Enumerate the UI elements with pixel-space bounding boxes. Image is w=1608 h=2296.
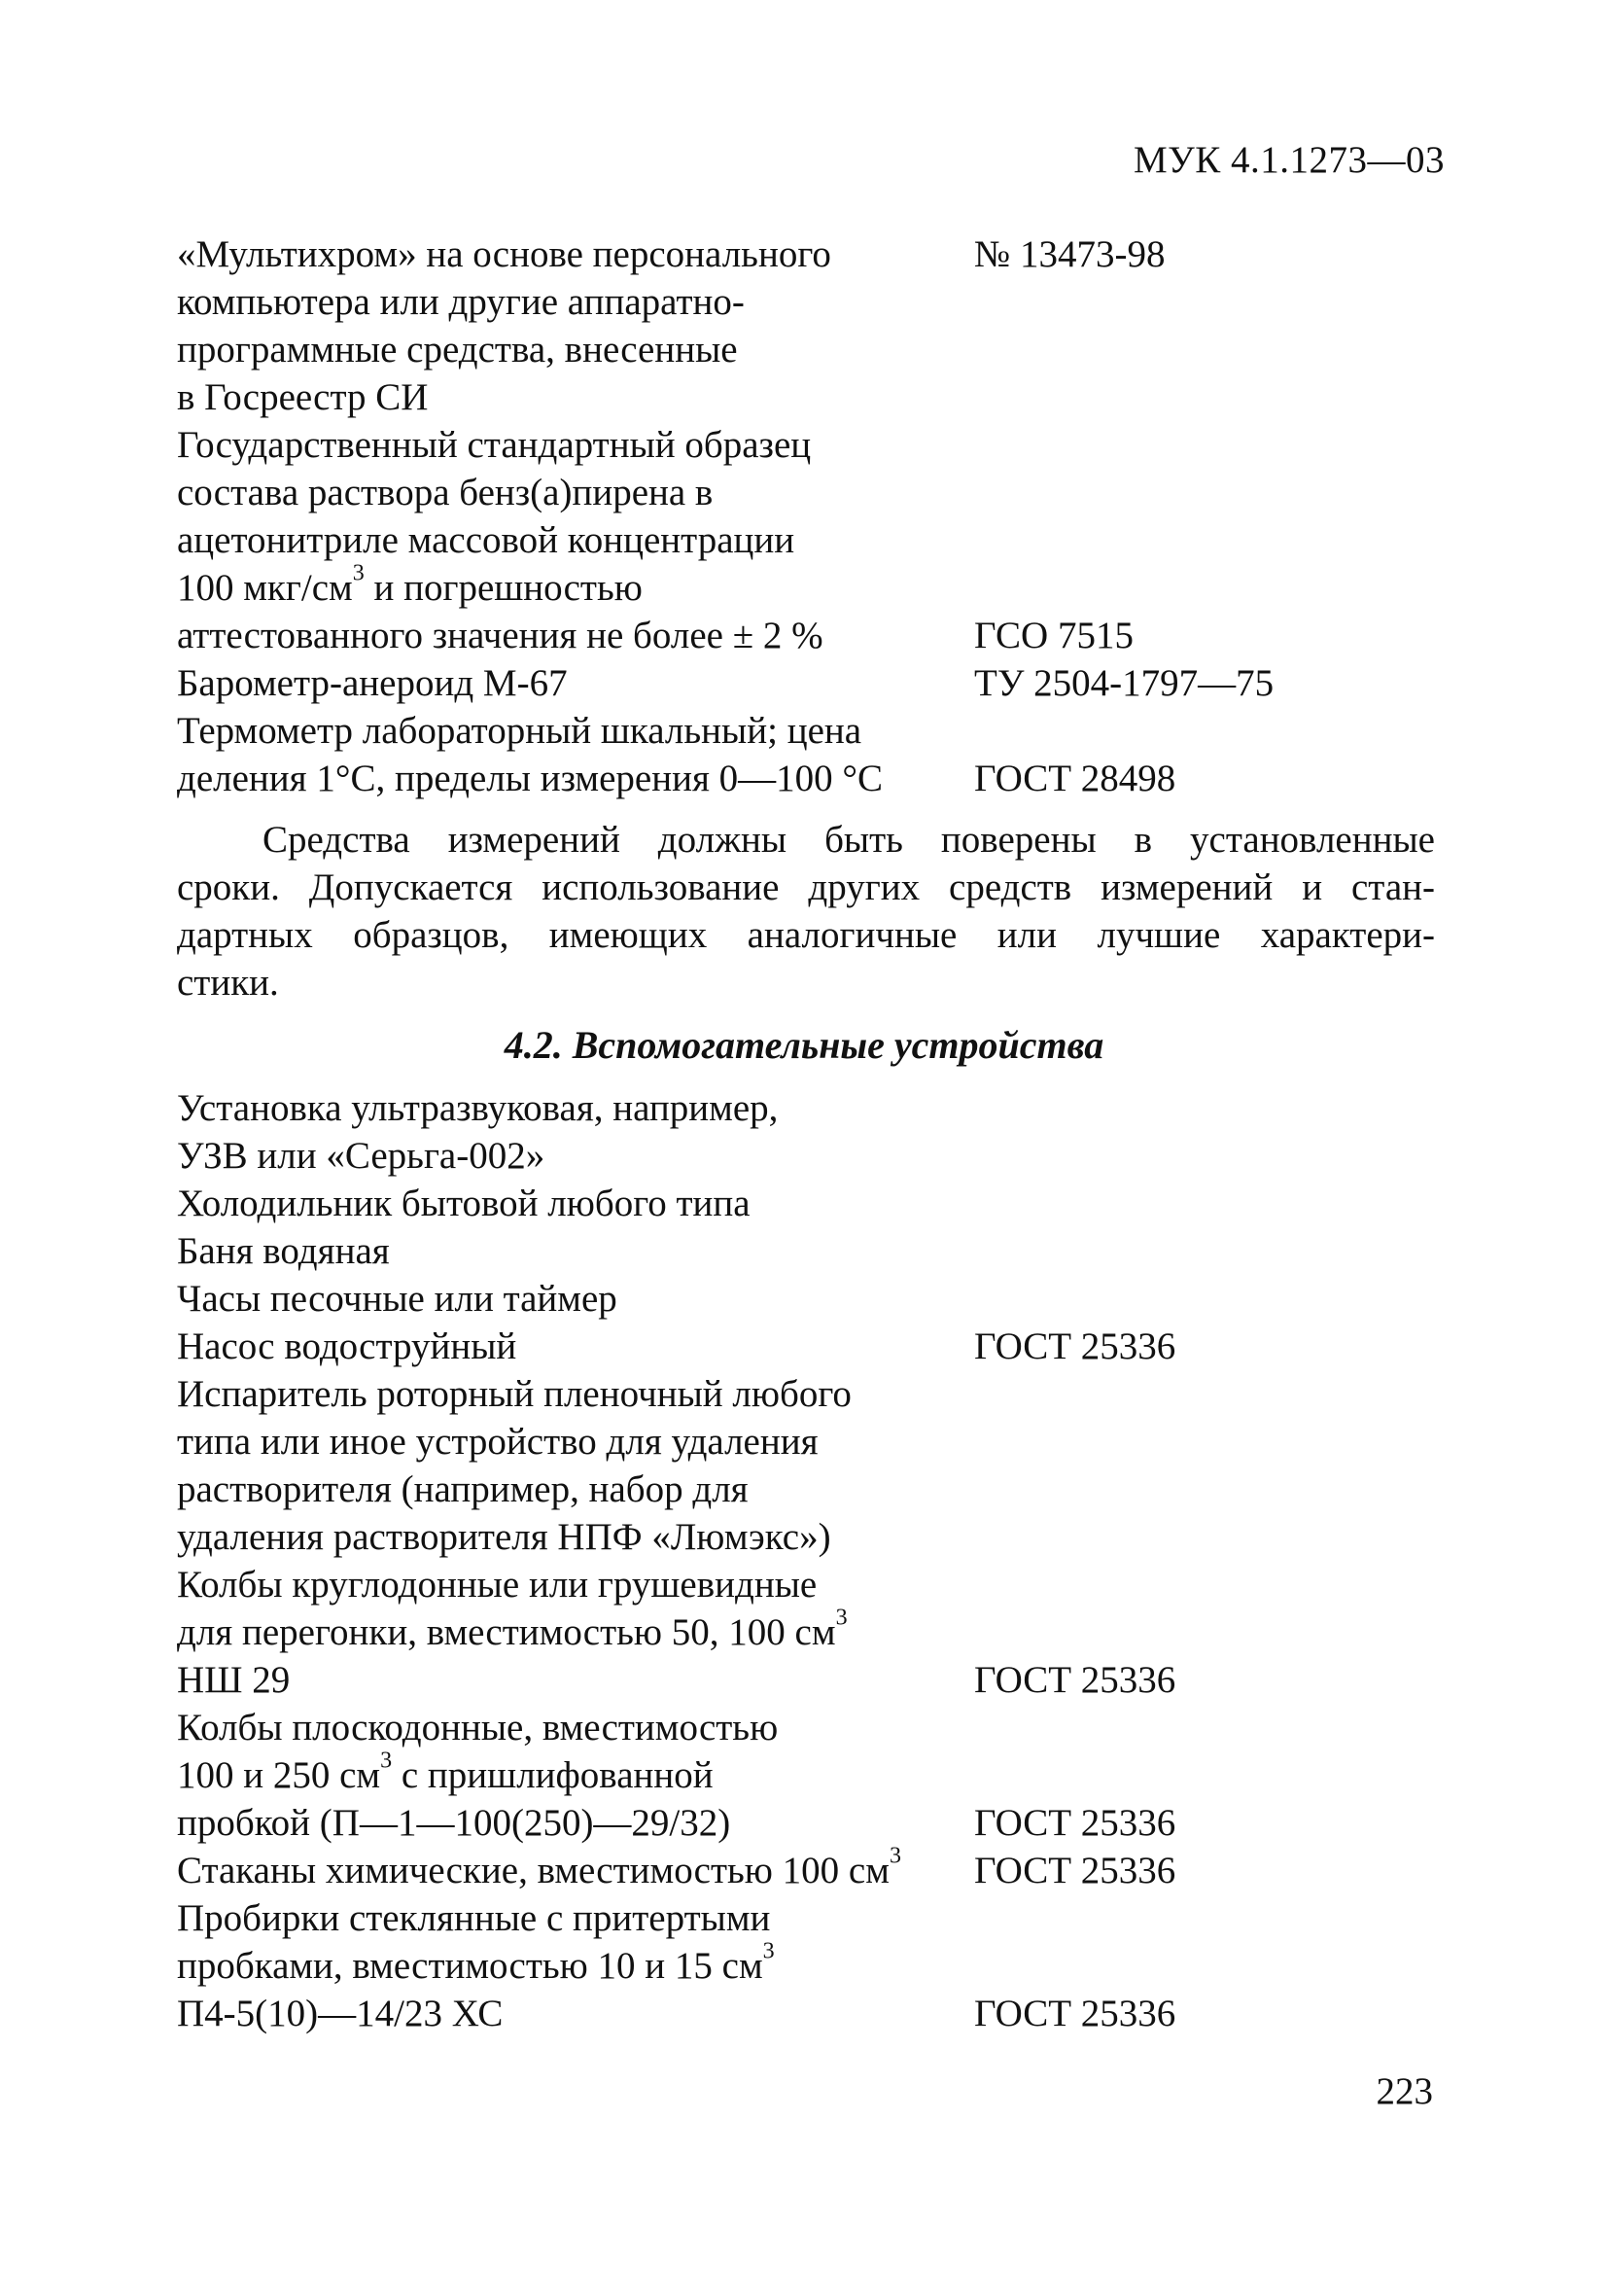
unit-superscript: 3 <box>835 1605 848 1631</box>
item-description <box>177 1843 901 1894</box>
item-description <box>177 1894 770 1942</box>
list-item <box>177 659 1441 707</box>
list-item <box>177 707 1441 755</box>
item-text: Часы песочные или таймер <box>177 1278 617 1320</box>
item-description <box>177 1799 730 1847</box>
list-item <box>177 1561 1441 1608</box>
list-item <box>177 230 1441 278</box>
item-description <box>177 707 861 755</box>
item-text: Колбы круглодонные или грушевидные <box>177 1564 818 1606</box>
item-description <box>177 1370 852 1418</box>
list-item <box>177 612 1441 659</box>
item-text: Насос водоструйный <box>177 1325 517 1367</box>
list-item <box>177 516 1441 564</box>
item-standard: ГОСТ 25336 <box>974 1850 1176 1891</box>
list-item <box>177 1513 1441 1561</box>
item-description <box>177 1938 775 1990</box>
item-description <box>177 755 883 802</box>
item-text: Установка ультразвуковая, например, <box>177 1087 779 1129</box>
list-item <box>177 1843 1441 1894</box>
item-text: компьютера или другие аппаратно- <box>177 281 745 323</box>
item-description <box>177 1323 516 1370</box>
item-standard: ГОСТ 25336 <box>974 1993 1176 2034</box>
list-item <box>177 755 1441 802</box>
item-description <box>177 659 568 707</box>
item-text: НШ 29 <box>177 1659 291 1701</box>
item-text: Государственный стандартный образец <box>177 424 812 466</box>
list-item <box>177 1132 1441 1180</box>
paragraph-line: дартных образцов, имеющих аналогичные или лучшие характери- <box>177 914 1435 956</box>
item-standard: ГОСТ 25336 <box>974 1802 1176 1844</box>
list-item <box>177 560 1441 612</box>
item-text: в Госреестр СИ <box>177 376 429 418</box>
item-standard: ГОСТ 25336 <box>974 1659 1176 1701</box>
item-description <box>177 326 738 373</box>
item-description <box>177 1084 778 1132</box>
item-description <box>177 1466 749 1513</box>
item-text: для перегонки, вместимостью 50, 100 см <box>177 1611 836 1653</box>
unit-superscript: 3 <box>762 1938 775 1964</box>
paragraph-verification <box>177 816 1435 1007</box>
item-text: ацетонитриле массовой концентрации <box>177 519 795 561</box>
item-standard: № 13473-98 <box>974 233 1166 275</box>
page-number: 223 <box>1376 2070 1433 2112</box>
item-text: типа или иное устройство для удаления <box>177 1421 819 1463</box>
list-item <box>177 1894 1441 1942</box>
equipment-list-auxiliary <box>177 1084 1441 2037</box>
item-text: Термометр лабораторный шкальный; цена <box>177 710 862 752</box>
list-item <box>177 1275 1441 1323</box>
item-text: УЗВ или «Серьга-002» <box>177 1135 545 1177</box>
list-item <box>177 421 1441 469</box>
item-description <box>177 1748 714 1799</box>
list-item <box>177 1656 1441 1704</box>
item-description <box>177 560 643 612</box>
item-text: удаления растворителя НПФ «Люмэкс») <box>177 1516 831 1558</box>
paragraph-line: Средства измерений должны быть поверены в установленные <box>262 819 1435 861</box>
list-item <box>177 1605 1441 1656</box>
item-text: 100 и 250 см <box>177 1754 381 1796</box>
list-item <box>177 278 1441 326</box>
item-description <box>177 373 428 421</box>
item-description <box>177 469 713 516</box>
list-item <box>177 1227 1441 1275</box>
item-description <box>177 1605 848 1656</box>
item-text: П4-5(10)—14/23 ХС <box>177 1993 504 2034</box>
item-text: пробками, вместимостью 10 и 15 см <box>177 1945 763 1987</box>
item-text: Стаканы химические, вместимостью 100 см <box>177 1850 890 1891</box>
item-text: Холодильник бытовой любого типа <box>177 1183 751 1224</box>
item-description <box>177 1561 817 1608</box>
list-item <box>177 1180 1441 1227</box>
list-item <box>177 1938 1441 1990</box>
item-text: Баня водяная <box>177 1230 390 1272</box>
unit-superscript: 3 <box>889 1843 901 1869</box>
list-item <box>177 326 1441 373</box>
item-description <box>177 1180 751 1227</box>
item-text: Пробирки стеклянные с притертыми <box>177 1897 771 1939</box>
item-text: 100 мкг/см <box>177 567 353 609</box>
item-description <box>177 1656 290 1704</box>
list-item <box>177 373 1441 421</box>
list-item <box>177 1799 1441 1847</box>
item-description <box>177 421 811 469</box>
list-item <box>177 1748 1441 1799</box>
item-text: пробкой (П—1—100(250)—29/32) <box>177 1802 731 1844</box>
item-description <box>177 1704 778 1751</box>
item-description <box>177 612 823 659</box>
item-description <box>177 230 831 278</box>
item-standard: ТУ 2504-1797—75 <box>974 662 1275 704</box>
item-text: деления 1°С, пределы измерения 0—100 °С <box>177 758 884 799</box>
unit-superscript: 3 <box>380 1748 393 1774</box>
list-item <box>177 1704 1441 1751</box>
item-standard: ГОСТ 25336 <box>974 1325 1176 1367</box>
page-header: МУК 4.1.1273—03 <box>1133 139 1445 181</box>
item-text: программные средства, внесенные <box>177 329 738 371</box>
item-text-continued: и погрешностью <box>364 567 643 609</box>
item-text: аттестованного значения не более ± 2 % <box>177 615 823 656</box>
item-description <box>177 1990 503 2037</box>
list-item <box>177 469 1441 516</box>
item-text: Испаритель роторный пленочный любого <box>177 1373 852 1415</box>
item-description <box>177 1227 390 1275</box>
item-standard: ГСО 7515 <box>974 615 1134 656</box>
item-description <box>177 278 745 326</box>
list-item <box>177 1323 1441 1370</box>
item-standard: ГОСТ 28498 <box>974 758 1176 799</box>
paragraph-line: сроки. Допускается использование других средств измерений и стан- <box>177 866 1435 908</box>
item-text: Барометр-анероид М-67 <box>177 662 568 704</box>
item-text: растворителя (например, набор для <box>177 1468 749 1510</box>
item-description <box>177 1513 831 1561</box>
item-description <box>177 1275 617 1323</box>
list-item <box>177 1466 1441 1513</box>
paragraph-line: стики. <box>177 962 279 1004</box>
list-item <box>177 1370 1441 1418</box>
unit-superscript: 3 <box>352 560 365 586</box>
item-text: «Мультихром» на основе персонального <box>177 233 831 275</box>
item-text: Колбы плоскодонные, вместимостью <box>177 1707 779 1748</box>
item-text-continued: с пришлифованной <box>392 1754 714 1796</box>
equipment-list-measuring <box>177 230 1441 802</box>
section-title: 4.2. Вспомогательные устройства <box>504 1023 1104 1067</box>
item-text: состава раствора бенз(а)пирена в <box>177 472 714 513</box>
list-item <box>177 1084 1441 1132</box>
item-description <box>177 516 794 564</box>
item-description <box>177 1418 819 1466</box>
list-item <box>177 1990 1441 2037</box>
list-item <box>177 1418 1441 1466</box>
item-description <box>177 1132 544 1180</box>
